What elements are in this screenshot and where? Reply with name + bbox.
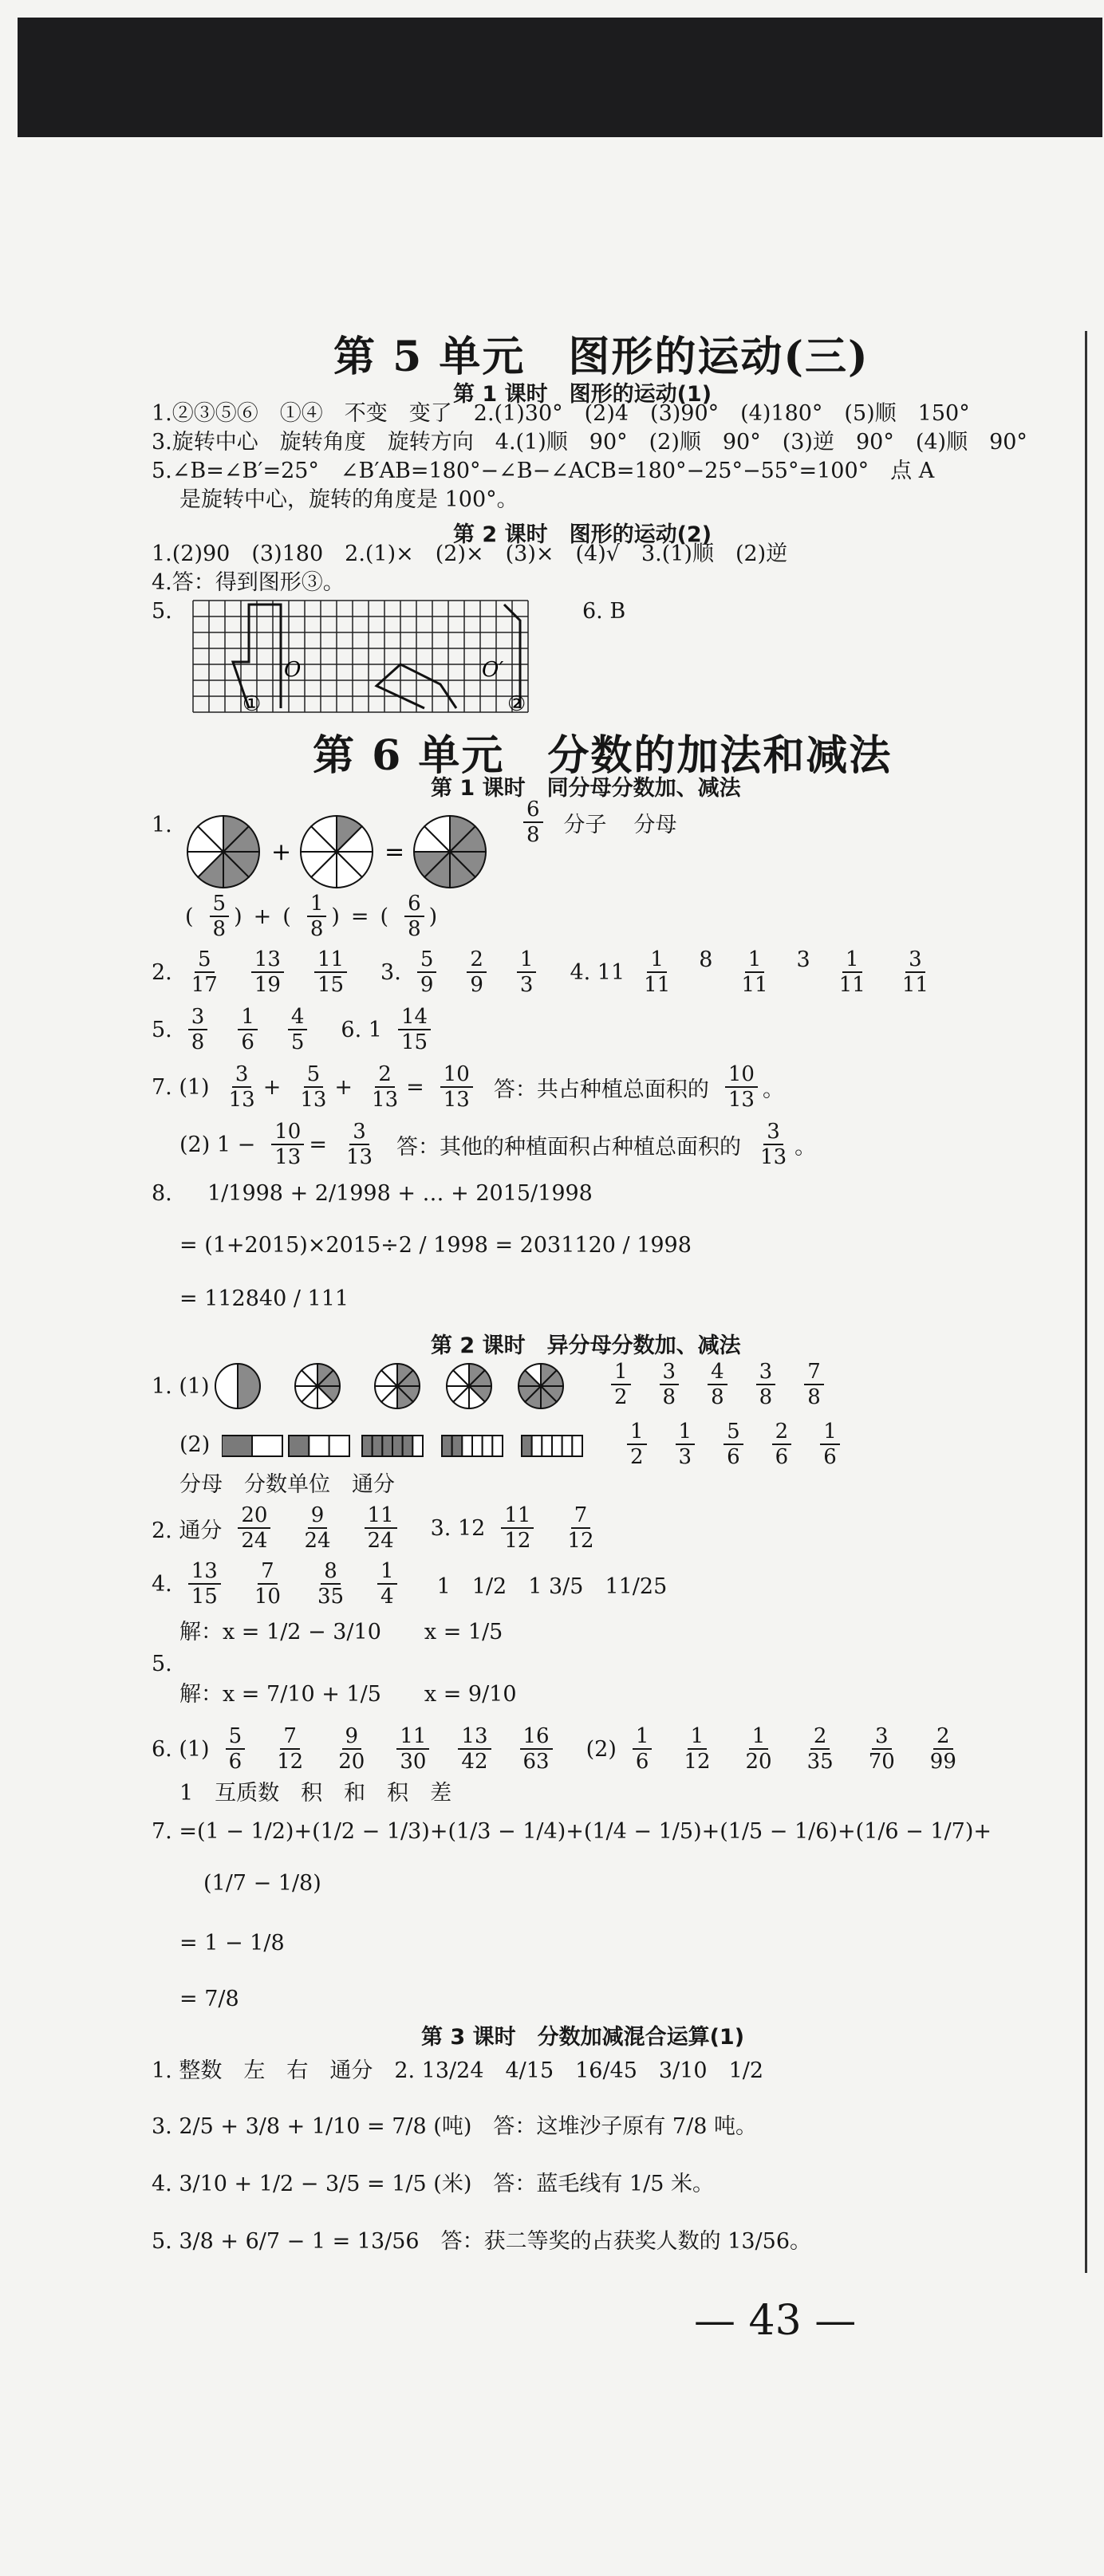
q3-fractions [496, 1503, 601, 1553]
fraction: $\frac{4}{5}$ [288, 1005, 308, 1054]
q4-extra: 1 1/2 1 3/5 11/25 [436, 1574, 668, 1599]
fraction: $\frac{2}{35}$ [806, 1724, 834, 1774]
fraction: $\frac{5}{9}$ [417, 947, 437, 997]
pie-one-eighth [301, 816, 373, 888]
q3-fractions [412, 947, 542, 997]
fraction: $\frac{5}{17}$ [191, 947, 218, 997]
rotation-grid-figure [185, 597, 536, 716]
pie-three-eighths-b [447, 1364, 491, 1408]
u6l2-q1-2-label: (2) [179, 1432, 211, 1457]
u6l2-q6-row [152, 1724, 976, 1774]
pie-half [215, 1364, 260, 1408]
u6l2-q6-words: 1 互质数 积 和 积 差 [179, 1781, 452, 1806]
fraction: $\frac{10}{13}$ [271, 1120, 304, 1169]
fraction: $\frac{3}{13}$ [345, 1120, 373, 1169]
u6l1-q7-1: 7. (1) $\frac{3}{13}$ + $\frac{5}{13}$ + $\frac{2}{13}$ = $\frac{10}{13}$ 答：共占种植总面积的 $\frac{10}{13}$ 。 [152, 1062, 784, 1112]
fraction: $\frac{1}{3}$ [676, 1420, 696, 1469]
figure-label-2: ② [507, 692, 526, 716]
u6l3-q3: 3. 2/5 + 3/8 + 1/10 = 7/8 (吨) 答：这堆沙子原有 7/8 吨。 [152, 2114, 757, 2139]
q5-fractions [183, 1005, 313, 1054]
q-label: 4. 11 [570, 959, 625, 985]
fraction-bar [362, 1436, 423, 1456]
top-dark-band [18, 18, 1102, 137]
u6l2-q7-line3: = 1 − 1/8 [179, 1931, 285, 1956]
u5l2-line1: 1.(2)90 (3)180 2.(1)× (2)× (3)× (4)√ 3.(1)顺 (2)逆 [152, 542, 788, 566]
fraction: $\frac{1}{11}$ [644, 947, 671, 997]
fraction: $\frac{3}{8}$ [756, 1360, 776, 1409]
q-label: 7. (1) [152, 1074, 210, 1100]
fraction: $\frac{13}{19}$ [251, 947, 284, 997]
fraction: $\frac{1}{2}$ [611, 1360, 631, 1409]
pie-three-eighths [295, 1364, 340, 1408]
unit5-lesson2-title: 第 2 课时 图形的运动(2) [453, 522, 712, 547]
pie-five-eighths [187, 816, 259, 888]
fraction: $\frac{3}{11}$ [901, 947, 929, 997]
unit5-lesson1-title: 第 1 课时 图形的运动(1) [453, 382, 712, 407]
fraction: $\frac{13}{42}$ [458, 1724, 491, 1774]
u6l2-r1 [606, 1360, 829, 1409]
q-label: 2. [152, 959, 172, 985]
fraction: $\frac{10}{13}$ [725, 1062, 758, 1112]
bar-operations-figure [222, 1432, 589, 1459]
pie-six-eighths [414, 816, 486, 888]
fraction: $\frac{7}{10}$ [254, 1559, 281, 1609]
fraction: $\frac{9}{20}$ [338, 1724, 365, 1774]
u6l3-q4: 4. 3/10 + 1/2 − 3/5 = 1/5 (米) 答：蓝毛线有 1/5 米。 [152, 2172, 714, 2196]
fraction: $\frac{1}{6}$ [238, 1005, 258, 1054]
margin-rule [1085, 331, 1087, 2273]
answer-word: 分母 [633, 812, 677, 837]
fraction: $\frac{7}{8}$ [804, 1360, 824, 1409]
fraction: $\frac{1}{2}$ [627, 1420, 647, 1469]
fraction: $\frac{1}{6}$ [633, 1724, 653, 1774]
fraction: $\frac{2}{13}$ [372, 1062, 399, 1112]
fraction: $\frac{20}{24}$ [238, 1503, 270, 1553]
fraction: $\frac{2}{99}$ [929, 1724, 956, 1774]
unit5-title: 第 5 单元 图形的运动(三) [333, 333, 869, 381]
q4-fractions [636, 947, 936, 997]
fraction: $\frac{6}{8}$ [523, 798, 543, 847]
u6l1-q2-q4-row [152, 947, 948, 997]
fraction: $\frac{6}{8}$ [404, 892, 424, 941]
fraction-bar [442, 1436, 503, 1456]
fraction: $\frac{9}{24}$ [304, 1503, 331, 1553]
q-label: 2. 通分 [152, 1518, 223, 1543]
u6l1-q8-line3: = 112840 / 111 [179, 1286, 349, 1311]
fraction: $\frac{3}{8}$ [188, 1005, 208, 1054]
u6l2-q7-line4: = 7/8 [179, 1987, 239, 2011]
fraction: $\frac{1}{12}$ [684, 1724, 711, 1774]
u6l3-q5: 5. 3/8 + 6/7 − 1 = 13/56 答：获二等奖的占获奖人数的 13/56。 [152, 2229, 811, 2254]
u6l2-q2-q3-row [152, 1503, 613, 1553]
u5l2-q5-label: 5. [152, 599, 172, 624]
unit6-lesson3-title: 第 3 课时 分数加减混合运算(1) [421, 2025, 745, 2050]
fraction: $\frac{11}{30}$ [396, 1724, 429, 1774]
u6l2-q7-line2: (1/7 − 1/8) [203, 1871, 321, 1896]
u6l2-q4-row [152, 1559, 678, 1609]
u6l1-q8-line1: 1/1998 + 2/1998 + … + 2015/1998 [207, 1181, 593, 1206]
pie-four-eighths [375, 1364, 420, 1408]
u6l2-q5-b: 解：x = 7/10 + 1/5 x = 9/10 [179, 1682, 517, 1707]
u5l2-line2: 4.答：得到图形③。 [152, 570, 345, 595]
rotation-center-o: O [284, 658, 302, 682]
q6-1-fractions [221, 1724, 558, 1774]
fraction: $\frac{3}{70}$ [868, 1724, 895, 1774]
fraction: $\frac{1}{8}$ [307, 892, 327, 941]
q-label: 6. (1) [152, 1736, 210, 1762]
fraction: $\frac{3}{13}$ [228, 1062, 255, 1112]
u5l1-line4: 是旋转中心，旋转的角度是 100°。 [179, 487, 518, 512]
equals-sign: = [384, 838, 405, 866]
q6-2-fractions [628, 1724, 964, 1774]
fraction: $\frac{2}{9}$ [467, 947, 487, 997]
plain-number: 3 [796, 947, 810, 972]
fraction: $\frac{3}{8}$ [660, 1360, 680, 1409]
fraction: $\frac{7}{12}$ [567, 1503, 594, 1553]
fraction: $\frac{10}{13}$ [440, 1062, 473, 1112]
q2-fractions [233, 1503, 401, 1553]
fraction: $\frac{8}{35}$ [317, 1559, 345, 1609]
plain-number: 8 [699, 947, 713, 972]
q-label: 5. [152, 1017, 172, 1042]
fraction: $\frac{1}{20}$ [745, 1724, 772, 1774]
plus-sign: + [271, 838, 292, 866]
u5l1-line1: 1.②③⑤⑥ ①④ 不变 变了 2.(1)30° (2)4 (3)90° (4)180° (5)顺 150° [152, 401, 970, 426]
u6l2-q1-1-label: 1. (1) [152, 1374, 210, 1399]
answer-word: 分子 [563, 812, 607, 837]
unit6-lesson1-title: 第 1 课时 同分母分数加、减法 [431, 776, 741, 801]
u5l1-line2: 3.旋转中心 旋转角度 旋转方向 4.(1)顺 90° (2)顺 90° (3)逆 90° (4)顺 90° [152, 430, 1027, 455]
q-label: 3. [380, 959, 401, 985]
fraction: $\frac{13}{15}$ [188, 1559, 221, 1609]
fraction: $\frac{7}{12}$ [277, 1724, 304, 1774]
fraction: $\frac{1}{11}$ [741, 947, 768, 997]
u6l1-q8-line2: = (1+2015)×2015÷2 / 1998 = 2031120 / 1998 [179, 1233, 692, 1258]
unit6-title: 第 6 单元 分数的加法和减法 [313, 731, 893, 780]
q-label: (2) [586, 1736, 617, 1762]
u6l1-q1-label: 1. [152, 813, 172, 837]
fraction: $\frac{11}{15}$ [314, 947, 347, 997]
page-number: — 43 — [694, 2297, 857, 2345]
answer-text: 答：其他的种植面积占种植总面积的 [396, 1134, 742, 1160]
fraction: $\frac{11}{24}$ [365, 1503, 397, 1553]
fraction: $\frac{5}{8}$ [210, 892, 230, 941]
answer-text: 答：共占种植总面积的 [493, 1077, 709, 1102]
figure-label-1: ① [242, 692, 262, 716]
pie-seven-eighths [518, 1364, 563, 1408]
fraction: $\frac{5}{6}$ [226, 1724, 246, 1774]
fraction: $\frac{1}{3}$ [517, 947, 537, 997]
u6l1-q8-label: 8. [152, 1181, 172, 1206]
fraction-bar [522, 1436, 582, 1456]
u6l3-q1: 1. 整数 左 右 通分 2. 13/24 4/15 16/45 3/10 1/2 [152, 2058, 764, 2083]
u5l2-q6: 6. B [582, 599, 626, 624]
fraction: $\frac{11}{12}$ [501, 1503, 534, 1553]
fraction: $\frac{5}{13}$ [300, 1062, 327, 1112]
fraction-bar [289, 1436, 349, 1456]
u6l2-words: 分母 分数单位 通分 [179, 1472, 395, 1497]
q2-fractions [183, 947, 352, 997]
q-label: (2) 1 − [179, 1132, 256, 1157]
fraction: $\frac{1}{11}$ [838, 947, 865, 997]
fraction: $\frac{5}{6}$ [724, 1420, 743, 1469]
fraction: $\frac{2}{6}$ [772, 1420, 792, 1469]
q-label: 6. 1 [341, 1017, 382, 1042]
u6l1-q1-fraction-row: ( $\frac{5}{8}$ ) + ( $\frac{1}{8}$ ) = ( $\frac{6}{8}$ ) [185, 892, 438, 941]
u5l1-line3: 5.∠B=∠B′=25° ∠B′AB=180°−∠B−∠ACB=180°−25°−55°=100° 点 A [152, 459, 935, 483]
fraction: $\frac{3}{13}$ [760, 1120, 787, 1169]
u6l1-q1-answer [518, 798, 688, 847]
unit6-lesson2-title: 第 2 课时 异分母分数加、减法 [431, 1333, 741, 1358]
u6l1-q7-2: (2) 1 − $\frac{10}{13}$ = $\frac{3}{13}$ 答：其他的种植面积占种植总面积的 $\frac{3}{13}$ 。 [179, 1120, 817, 1169]
u6l1-q5-q6-row [152, 1005, 436, 1054]
fraction-bar [222, 1436, 282, 1456]
u6l2-q5-label: 5. [152, 1652, 172, 1676]
pie-addition-figure [185, 812, 496, 892]
fraction: $\frac{16}{63}$ [520, 1724, 553, 1774]
fraction: $\frac{4}{8}$ [708, 1360, 727, 1409]
q-label: 3. 12 [430, 1515, 486, 1541]
q4-fractions [183, 1559, 402, 1609]
fraction: $\frac{1}{4}$ [377, 1559, 397, 1609]
u6l2-r2 [622, 1420, 845, 1469]
q-label: 4. [152, 1571, 172, 1597]
fraction: $\frac{1}{6}$ [820, 1420, 840, 1469]
u6l2-q5-a: 解：x = 1/2 − 3/10 x = 1/5 [179, 1620, 503, 1644]
rotation-center-o-prime: O′ [482, 658, 504, 682]
pie-operations-figure [214, 1362, 573, 1410]
u6l2-q7-line1: 7. =(1 − 1/2)+(1/2 − 1/3)+(1/3 − 1/4)+(1/4 − 1/5)+(1/5 − 1/6)+(1/6 − 1/7)+ [152, 1819, 992, 1844]
fraction: $\frac{14}{15}$ [398, 1005, 431, 1054]
